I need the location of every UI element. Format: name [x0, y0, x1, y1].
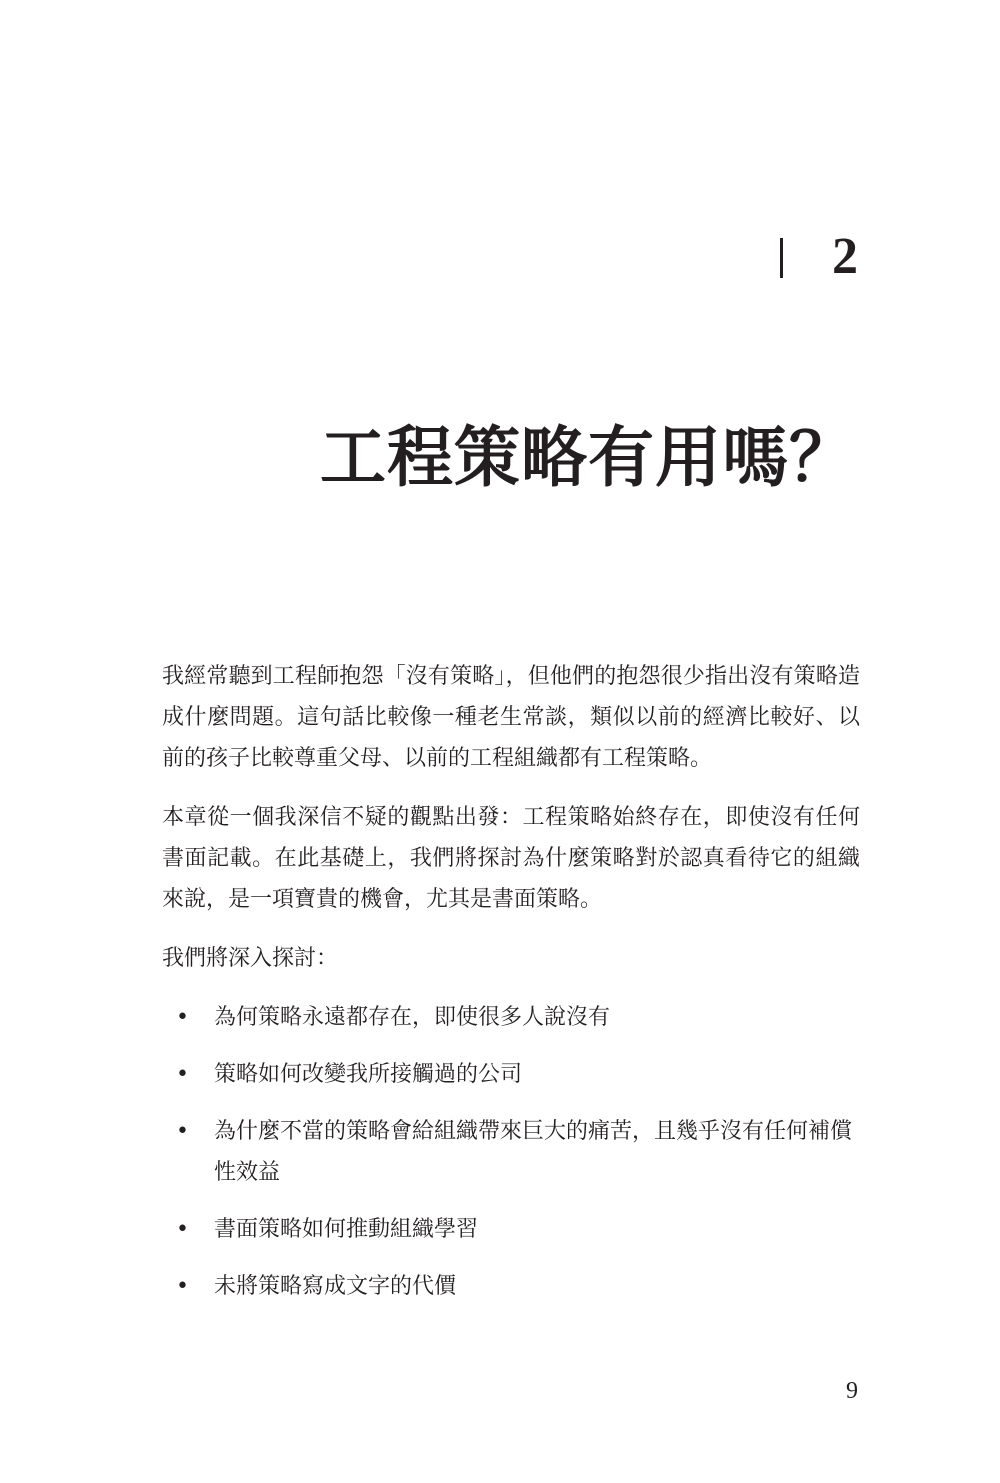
list-item: [162, 997, 860, 1038]
bullet-icon: •: [176, 1005, 189, 1030]
bullet-icon: •: [176, 1119, 189, 1144]
chapter-divider-bar: [780, 238, 783, 278]
list-item: [162, 1111, 860, 1193]
list-item-text: 為什麼不當的策略會給組織帶來巨大的痛苦，且幾乎沒有任何補償性效益: [214, 1119, 853, 1185]
intro-paragraph-3: 我們將深入探討：: [162, 946, 339, 971]
chapter-marker: [760, 222, 860, 292]
topic-list: [162, 997, 860, 1307]
chapter-number: 2: [832, 228, 858, 285]
chapter-title: 工程策略有用嗎？: [320, 419, 856, 496]
chapter-body: [162, 656, 860, 1323]
list-item-text: 策略如何改變我所接觸過的公司: [214, 1062, 523, 1087]
bullet-icon: •: [176, 1217, 189, 1242]
list-item: [162, 1209, 860, 1250]
list-item: [162, 1054, 860, 1095]
list-item: [162, 1266, 860, 1307]
page-number: 9: [846, 1378, 858, 1404]
bullet-icon: •: [176, 1274, 189, 1299]
intro-paragraph-1: 我經常聽到工程師抱怨「沒有策略」，但他們的抱怨很少指出沒有策略造成什麼問題。這句話比較像一種老生常談，類似以前的經濟比較好、以前的孩子比較尊重父母、以前的工程組織都有工程策略。: [162, 664, 860, 771]
list-item-text: 書面策略如何推動組織學習: [214, 1217, 479, 1242]
list-item-text: 未將策略寫成文字的代價: [214, 1274, 457, 1299]
intro-paragraph-2: 本章從一個我深信不疑的觀點出發：工程策略始終存在，即使沒有任何書面記載。在此基礎上，我們將探討為什麼策略對於認真看待它的組織來說，是一項寶貴的機會，尤其是書面策略。: [162, 805, 860, 912]
bullet-icon: •: [176, 1062, 189, 1087]
list-item-text: 為何策略永遠都存在，即使很多人說沒有: [214, 1005, 611, 1030]
